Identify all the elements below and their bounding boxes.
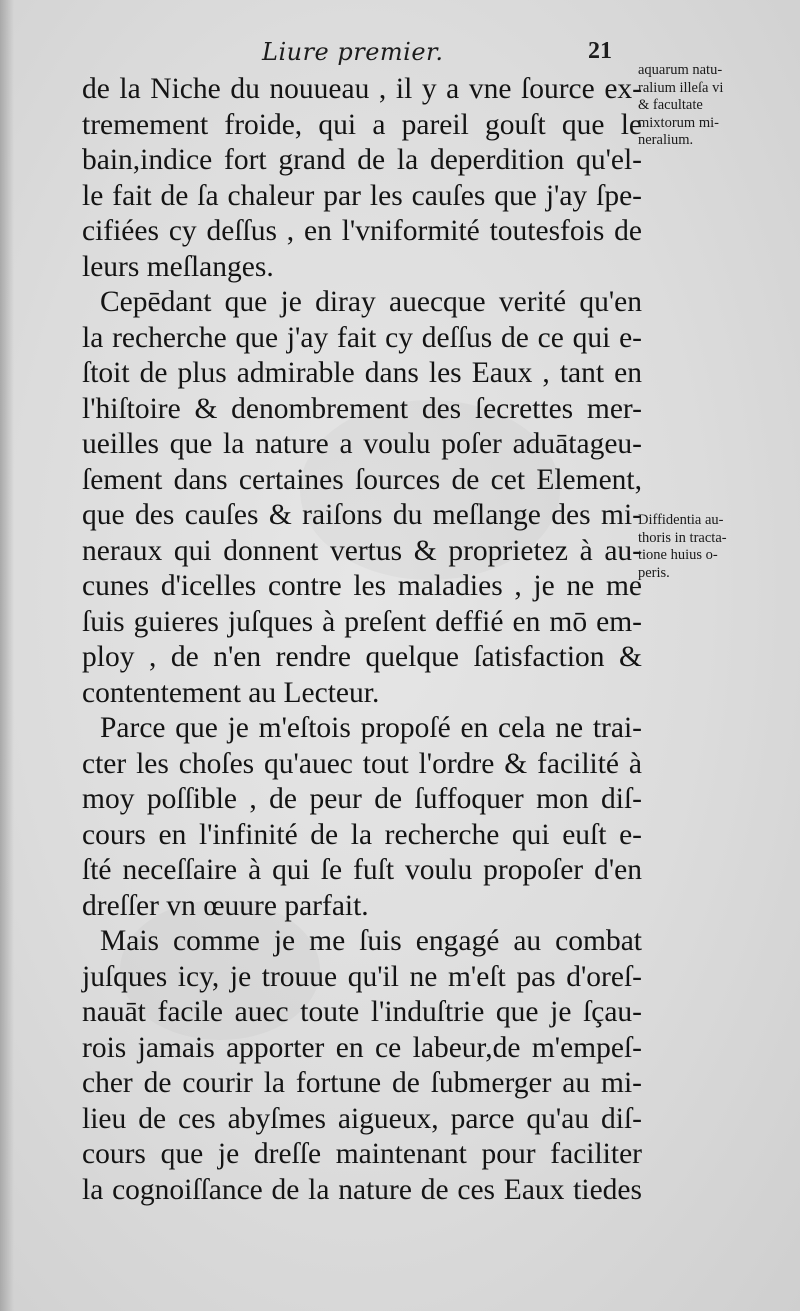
text-line: contentement au Lecteur. (82, 676, 380, 709)
text-line: de la Niche du nouueau , il y a vne ſource ex- (82, 73, 642, 105)
text-line: la recherche que j'ay fait cy deſſus de ce qui e- (82, 321, 642, 354)
text-line: ſuis guieres juſques à preſent deffié en mō em- (82, 605, 642, 638)
text-line: que des cauſes & raiſons du meſlange des mi- (82, 499, 642, 531)
text-line: ſement dans certaines ſources de cet Element, (82, 463, 642, 496)
text-line: nauāt facile auec toute l'induſtrie que je ſçau- (82, 996, 642, 1028)
marginal-note-line: peris. (638, 564, 670, 581)
marginal-note-line: & facultate (638, 97, 703, 113)
running-head: Liure premier. (262, 38, 444, 66)
text-line: cunes d'icelles contre les maladies , je ne me (82, 570, 642, 602)
text-line: cter les choſes qu'auec tout l'ordre & facilité à (82, 747, 642, 780)
text-line: tremement froide, qui a pareil gouſt que le (82, 108, 642, 141)
text-line: moy poſſible , de peur de ſuffoquer mon diſ- (82, 783, 642, 815)
page-gutter-shadow (0, 0, 14, 1311)
text-line: l'hiſtoire & denombrement des ſecrettes mer- (82, 392, 642, 425)
text-line: Mais comme je me ſuis engagé au combat (100, 925, 642, 957)
text-line: Parce que je m'eſtois propoſé en cela ne trai- (100, 712, 642, 744)
text-line: leurs meſlanges. (82, 250, 274, 283)
text-line: cher de courir la fortune de ſubmerger au mi- (82, 1067, 642, 1099)
marginal-note-line: Diffidentia au- (638, 512, 724, 528)
text-line: lieu de ces abyſmes aigueux, parce qu'au diſ- (82, 1102, 642, 1135)
marginal-note-line: ralium illeſa vi (638, 79, 724, 96)
text-line: rois jamais apporter en ce labeur,de m'empeſ- (82, 1031, 642, 1064)
main-text (82, 72, 642, 1208)
text-line: bain,indice fort grand de la deperdition qu'el- (82, 144, 642, 176)
page-number: 21 (588, 38, 612, 64)
text-line: ſté neceſſaire à qui ſe fuſt voulu propoſer d'en (82, 854, 642, 886)
marginal-note-line: tione huius o- (638, 547, 718, 563)
marginal-note-line: mixtorum mi- (638, 114, 719, 131)
text-line: le fait de ſa chaleur par les cauſes que j'ay ſpe- (82, 179, 642, 212)
text-line: juſques icy, je trouue qu'il ne m'eſt pas d'oreſ- (82, 960, 642, 993)
text-line: dreſſer vn œuure parfait. (82, 889, 369, 922)
text-line: la cognoiſſance de la nature de ces Eaux tiedes (82, 1173, 642, 1206)
marginal-note-line: neralium. (638, 132, 694, 148)
text-line: cours en l'infinité de la recherche qui euſt e- (82, 818, 642, 851)
text-line: cours que je dreſſe maintenant pour faciliter (82, 1138, 642, 1170)
marginal-note-line: thoris in tracta- (638, 529, 727, 546)
text-line: ploy , de n'en rendre quelque ſatisfaction & (82, 641, 642, 673)
text-line: ſtoit de plus admirable dans les Eaux , tant en (82, 357, 642, 389)
text-line: neraux qui donnent vertus & proprietez à au- (82, 534, 642, 567)
marginal-note-2 (638, 512, 768, 582)
marginal-note-line: aquarum natu- (638, 62, 723, 78)
text-line: cifiées cy deſſus , en l'vniformité toutesfois de (82, 215, 642, 247)
marginal-note-1 (638, 62, 768, 150)
text-line: Cepēdant que je diray auecque verité qu'en (100, 286, 642, 318)
text-line: ueilles que la nature a voulu poſer aduātageu- (82, 428, 642, 460)
